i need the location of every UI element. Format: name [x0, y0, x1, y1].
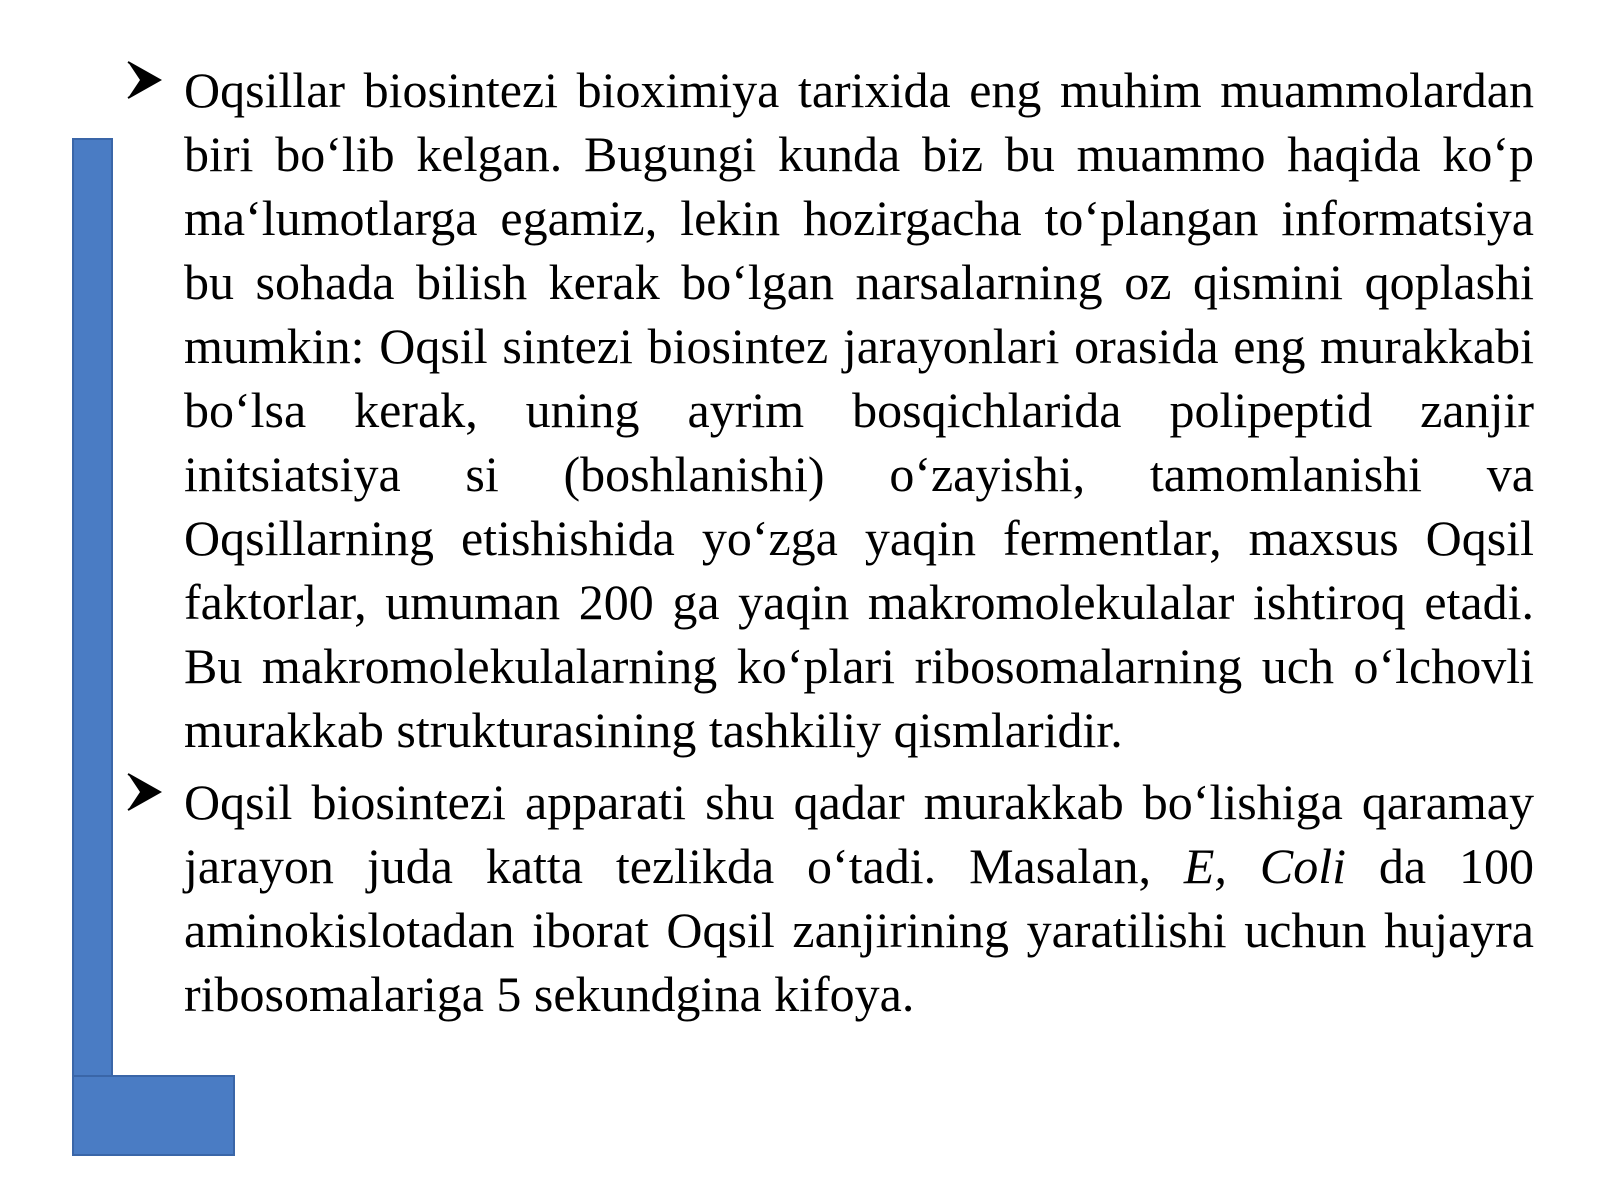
slide-content	[122, 58, 1534, 1034]
bullet-paragraph-2	[122, 770, 1534, 1026]
paragraph-2-organism-name: E, Coli	[1183, 838, 1346, 894]
paragraph-1-text: Oqsillar biosintezi bioximiya tarixida eng muhim muammolardan biri bo‘lib kelgan. Bugungi kunda biz bu muammo haqida ko‘p ma‘lumotlarga egamiz, lekin hozirgacha to‘plangan informatsiya bu sohada bilish kerak bo‘lgan narsalarning oz qismini qoplashi mumkin: Oqsil sintezi biosintez jarayonlari orasida eng murakkabi bo‘lsa kerak, uning ayrim bosqichlarida polipeptid zanjir initsiatsiya si (boshlanishi) o‘zayishi, tamomlanishi va Oqsillarning etishishida yo‘zga yaqin fermentlar, maxsus Oqsil faktorlar, umuman 200 ga yaqin makromolekulalar ishtiroq etadi. Bu makromolekulalarning ko‘plari ribosomalarning uch o‘lchovli murakkab strukturasining tashkiliy qismlaridir.	[184, 62, 1534, 758]
bracket-horizontal-bar	[72, 1075, 235, 1156]
arrowhead-bullet-icon	[126, 772, 166, 812]
bullet-paragraph-1	[122, 58, 1534, 762]
arrowhead-bullet-icon	[126, 60, 166, 100]
paragraph-2-text-before: Oqsil biosintezi apparati shu qadar murakkab bo‘lishiga qaramay jarayon juda katta tezlikda o‘tadi. Masalan,	[184, 774, 1534, 894]
bracket-vertical-bar	[72, 138, 113, 1156]
paragraph-2-text-after: da 100 aminokislotadan iborat Oqsil zanjirining yaratilishi uchun hujayra ribosomalariga 5 sekundgina kifoya.	[184, 838, 1534, 1022]
